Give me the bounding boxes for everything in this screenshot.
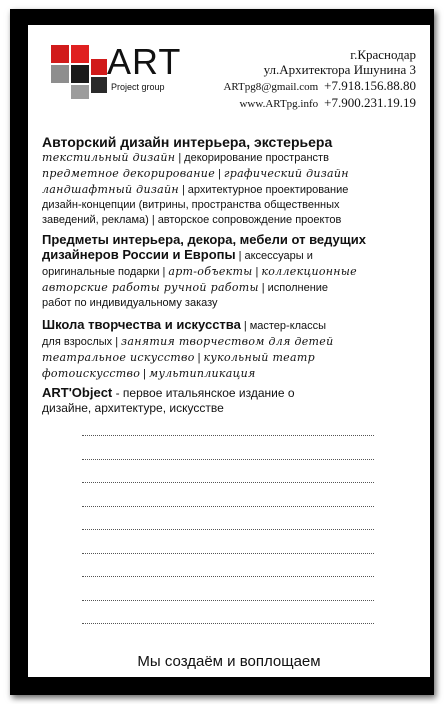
notes-lines xyxy=(82,435,374,647)
school-item: мастер-классы xyxy=(249,320,327,332)
service-item: предметное декорирование xyxy=(42,167,216,180)
school-item: кукольный театр xyxy=(203,351,315,364)
note-line xyxy=(82,623,374,624)
product-item: работ по индивидуальному заказу xyxy=(42,297,218,309)
product-item: исполнение xyxy=(267,282,329,294)
logo-square xyxy=(71,65,89,83)
product-item: оригинальные подарки xyxy=(42,266,160,278)
city: г.Краснодар xyxy=(350,47,416,62)
school-item: занятия творчеством для детей xyxy=(121,335,334,348)
logo-subtitle: Project group xyxy=(111,82,165,92)
section-school: Школа творчества и искусства | мастер-классы для взрослых | занятия творчеством для детей театральное искусство | кукольный театр фотоискусство | мультипликация xyxy=(42,317,334,380)
school-item: театральное искусство xyxy=(42,351,195,364)
section-heading: Школа творчества и искусства xyxy=(42,317,241,332)
section-heading: Предметы интерьера, декора, мебели от ведущих xyxy=(42,232,366,247)
logo-square xyxy=(71,45,89,63)
product-item: аксессуары и xyxy=(244,250,313,262)
website-link[interactable]: www.ARTpg.info xyxy=(239,98,319,110)
service-item: декорирование пространств xyxy=(184,152,329,164)
magazine-description: - первое итальянское издание о xyxy=(112,386,295,400)
product-item: коллекционные xyxy=(261,265,357,278)
logo-square xyxy=(71,85,89,99)
note-line xyxy=(82,529,374,530)
service-item: ландшафтный дизайн xyxy=(42,183,179,196)
note-line xyxy=(82,459,374,460)
note-line xyxy=(82,482,374,483)
logo-square xyxy=(91,59,107,75)
service-item: авторское сопровождение проектов xyxy=(157,214,342,226)
school-item: фотоискусство xyxy=(42,367,141,380)
logo-square xyxy=(51,45,69,63)
service-item: графический дизайн xyxy=(223,167,349,180)
service-item: дизайн-концепции (витрины, пространства общественных xyxy=(42,199,340,211)
art-logo xyxy=(51,41,191,105)
phone-1[interactable]: +7.918.156.88.80 xyxy=(324,78,416,93)
email-link[interactable]: ARTpg8@gmail.com xyxy=(223,81,319,93)
section-artobject xyxy=(42,385,422,416)
business-card xyxy=(28,25,430,677)
section-heading: Авторский дизайн интерьера, экстерьера xyxy=(42,134,333,150)
service-item: архитектурное проектирование xyxy=(187,184,349,196)
section-design: Авторский дизайн интерьера, экстерьера текстильный дизайн | декорирование пространств предметное декорирование | графический дизайн ландшафтный дизайн | архитектурное проектирование дизайн-концепции (витрины, пространства общественных заведений, реклама) | авторское сопровождение проектов xyxy=(42,135,422,228)
school-item: мультипликация xyxy=(149,367,256,380)
logo-wordmark: ART xyxy=(107,41,182,82)
section-heading: дизайнеров России и Европы xyxy=(42,247,236,262)
contact-block xyxy=(196,47,416,111)
logo-square xyxy=(51,65,69,83)
product-item: арт-объекты xyxy=(168,265,253,278)
card-frame xyxy=(10,9,434,695)
note-line xyxy=(82,600,374,601)
street-address: ул.Архитектора Ишунина 3 xyxy=(263,62,416,77)
section-products: Предметы интерьера, декора, мебели от ведущих дизайнеров России и Европы | аксессуары и оригинальные подарки | арт-объекты | коллекционные авторские работы ручной работы | исполнение работ по индивидуальному заказу xyxy=(42,232,422,311)
note-line xyxy=(82,506,374,507)
note-line xyxy=(82,553,374,554)
magazine-description: дизайне, архитектуре, искусстве xyxy=(42,401,224,415)
service-item: текстильный дизайн xyxy=(42,151,176,164)
phone-2[interactable]: +7.900.231.19.19 xyxy=(324,95,416,110)
school-item: для взрослых xyxy=(42,336,113,348)
note-line xyxy=(82,576,374,577)
magazine-name: ART'Object xyxy=(42,385,113,400)
note-line xyxy=(82,435,374,436)
service-item: заведений, реклама) xyxy=(42,214,149,226)
product-item: авторские работы ручной работы xyxy=(42,281,259,294)
slogan: Мы создаём и воплощаем xyxy=(137,653,321,670)
logo-square xyxy=(91,77,107,93)
